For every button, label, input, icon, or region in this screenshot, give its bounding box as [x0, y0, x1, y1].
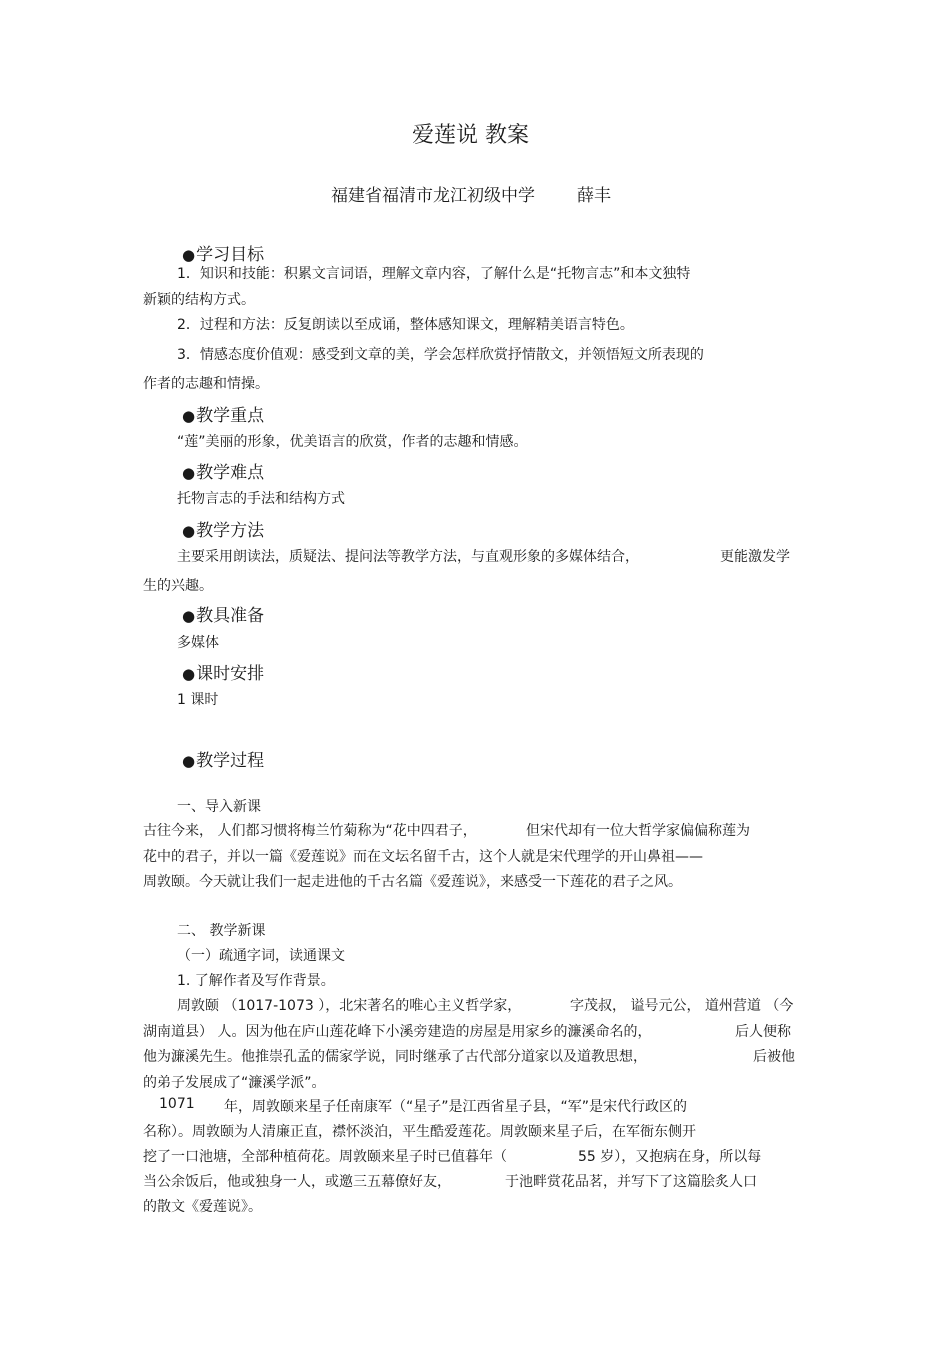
background-line-1b: 年，周敦颐来星子任南康军（“星子”是江西省星子县，“军”是宋代行政区的 [224, 1099, 688, 1115]
new-lesson-title: 二、 教学新课 [177, 923, 266, 939]
key-points-text: “莲”美丽的形象，优美语言的欣赏，作者的志趣和情感。 [177, 434, 528, 450]
background-line-3a: 挖了一口池塘，全部种植荷花。周敦颐来星子时已值暮年（ [143, 1149, 507, 1165]
document-title: 爱莲说 教案 [412, 123, 529, 148]
heading-difficulty [182, 458, 264, 483]
intro-line-1a: 古往今来， 人们都习惯将梅兰竹菊称为“花中四君子， [143, 823, 477, 839]
intro-line-1b: 但宋代却有一位大哲学家偏偏称莲为 [526, 823, 750, 839]
intro-title: 一、导入新课 [177, 799, 261, 815]
author-name: 薛丰 [577, 186, 611, 206]
difficulty-text: 托物言志的手法和结构方式 [177, 491, 345, 507]
bullet-icon: ● [182, 407, 196, 425]
heading-process [182, 746, 264, 771]
bullet-icon: ● [182, 752, 196, 770]
bullet-icon: ● [182, 607, 196, 625]
background-line-3b: 55 岁），又抱病在身，所以每 [578, 1149, 762, 1165]
heading-schedule [182, 659, 264, 684]
goals-item-1-line-1: 1．知识和技能：积累文言词语，理解文章内容，了解什么是“托物言志”和本文独特 [177, 266, 691, 282]
heading-method-label: 教学方法 [196, 521, 265, 541]
heading-difficulty-label: 教学难点 [196, 463, 265, 483]
author-para-line-2b: 后人便称 [735, 1024, 791, 1040]
goals-item-3-line-1: 3．情感态度价值观：感受到文章的美，学会怎样欣赏抒情散文，并领悟短文所表现的 [177, 347, 704, 363]
heading-process-label: 教学过程 [196, 751, 265, 771]
heading-schedule-label: 课时安排 [196, 664, 265, 684]
bullet-icon: ● [182, 522, 196, 540]
background-line-2: 名称）。周敦颐为人清廉正直，襟怀淡泊，平生酷爱莲花。周敦颐来星子后，在军衙东侧开 [143, 1124, 696, 1140]
goals-item-1-line-2: 新颖的结构方式。 [143, 292, 255, 308]
author-para-line-1a: 周敦颐 （1017-1073 ），北宋著名的唯心主义哲学家， [177, 998, 522, 1014]
goals-item-2: 2．过程和方法：反复朗读以至成诵，整体感知课文，理解精美语言特色。 [177, 317, 634, 333]
heading-key-points [182, 401, 264, 426]
bullet-icon: ● [182, 665, 196, 683]
author-para-line-3b: 后被他 [753, 1049, 795, 1065]
tools-text: 多媒体 [177, 635, 219, 651]
bullet-icon: ● [182, 464, 196, 482]
background-line-1a: 1071 [159, 1096, 195, 1112]
heading-goals [182, 240, 264, 265]
author-para-line-2a: 湖南道县） 人。因为他在庐山莲花峰下小溪旁建造的房屋是用家乡的濂溪命名的， [143, 1024, 652, 1040]
bullet-icon: ● [182, 246, 196, 264]
heading-tools-label: 教具准备 [196, 606, 265, 626]
method-line-1a: 主要采用朗读法，质疑法、提问法等教学方法，与直观形象的多媒体结合， [177, 549, 639, 565]
heading-key-points-label: 教学重点 [196, 406, 265, 426]
heading-goals-label: 学习目标 [196, 245, 265, 265]
heading-method [182, 516, 264, 541]
school-name: 福建省福清市龙江初级中学 [331, 186, 535, 206]
intro-line-2: 花中的君子，并以一篇《爱莲说》而在文坛名留千古，这个人就是宋代理学的开山鼻祖—— [143, 849, 703, 865]
heading-tools [182, 601, 264, 626]
goals-item-3-line-2: 作者的志趣和情操。 [143, 376, 269, 392]
background-line-4a: 当公余饭后，他或独身一人，或邀三五幕僚好友， [143, 1174, 451, 1190]
new-lesson-item-1: 1. 了解作者及写作背景。 [177, 973, 335, 989]
author-para-line-4: 的弟子发展成了“濂溪学派”。 [143, 1075, 326, 1091]
intro-line-3: 周敦颐。今天就让我们一起走进他的千古名篇《爱莲说》，来感受一下莲花的君子之风。 [143, 874, 682, 890]
method-line-1b: 更能激发学 [720, 549, 790, 565]
background-line-4b: 于池畔赏花品茗，并写下了这篇脍炙人口 [505, 1174, 757, 1190]
background-line-5: 的散文《爱莲说》。 [143, 1199, 262, 1215]
author-para-line-3a: 他为濂溪先生。他推崇孔孟的儒家学说，同时继承了古代部分道家以及道教思想， [143, 1049, 647, 1065]
schedule-text: 1 课时 [177, 692, 219, 708]
method-line-2: 生的兴趣。 [143, 578, 213, 594]
new-lesson-sub-1: （一）疏通字词，读通课文 [177, 948, 345, 964]
author-para-line-1b: 字茂叔， 谥号元公， 道州营道 （今 [570, 998, 794, 1014]
